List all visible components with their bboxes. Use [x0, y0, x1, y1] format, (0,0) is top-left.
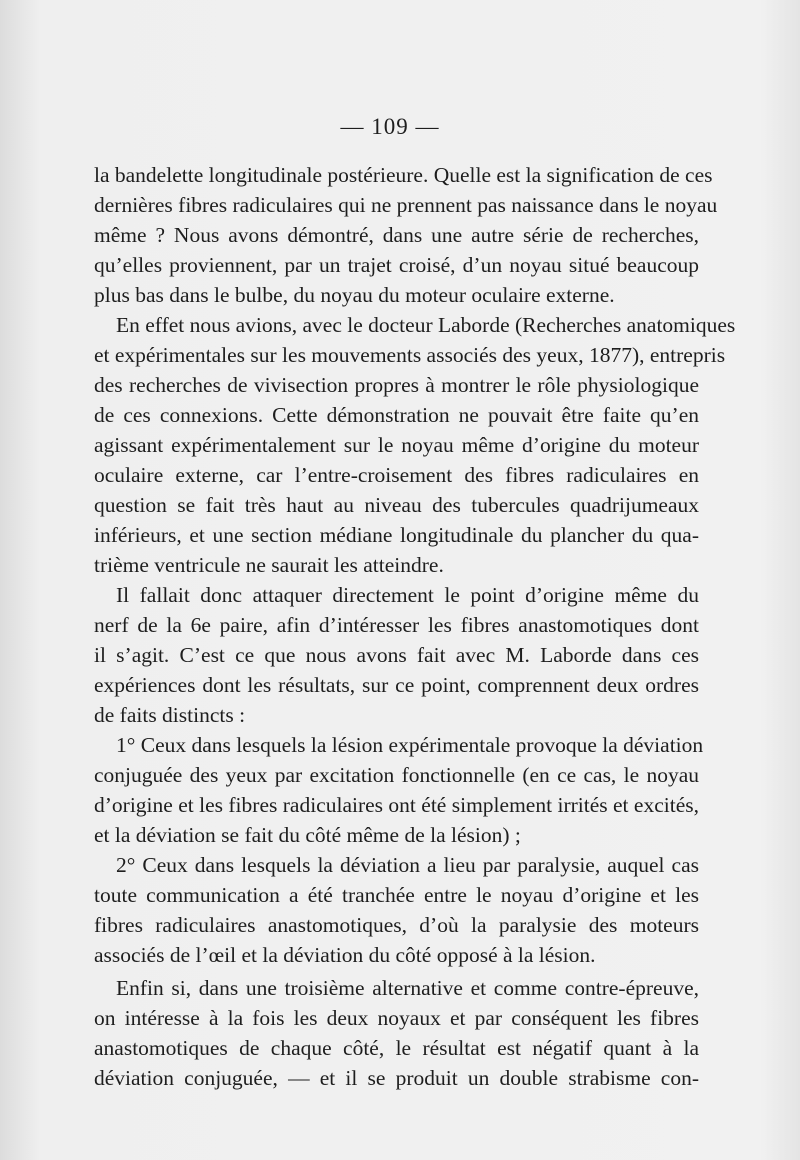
body-text [94, 160, 736, 1093]
text-line: de ces connexions. Cette démonstration ne pouvait être faite qu’en [94, 403, 699, 427]
text-line: Il fallait donc attaquer directement le point d’origine même du [116, 583, 699, 607]
text-line: En effet nous avions, avec le docteur Laborde (Recherches anatomiques [116, 313, 736, 337]
text-line: la bandelette longitudinale postérieure. Quelle est la signification de ces [94, 163, 713, 187]
text-line: inférieurs, et une section médiane longitudinale du plancher du qua- [94, 523, 699, 547]
page-number: — 109 — [340, 114, 440, 139]
text-line: de faits distincts : [94, 703, 246, 727]
text-line: anastomotiques de chaque côté, le résultat est négatif quant à la [94, 1036, 699, 1060]
text-line: et la déviation se fait du côté même de la lésion) ; [94, 823, 521, 847]
text-line: oculaire externe, car l’entre-croisement des fibres radiculaires en [94, 463, 699, 487]
text-line: expériences dont les résultats, sur ce point, comprennent deux ordres [94, 673, 699, 697]
text-line: dernières fibres radiculaires qui ne prennent pas naissance dans le noyau [94, 193, 718, 217]
text-line: il s’agit. C’est ce que nous avons fait avec M. Laborde dans ces [94, 643, 699, 667]
text-line: conjuguée des yeux par excitation fonctionnelle (en ce cas, le noyau [94, 763, 699, 787]
text-line: d’origine et les fibres radiculaires ont été simplement irrités et excités, [94, 793, 699, 817]
text-line: même ? Nous avons démontré, dans une autre série de recherches, [94, 223, 699, 247]
text-line: Enfin si, dans une troisième alternative et comme contre-épreuve, [116, 976, 699, 1000]
text-line: 1° Ceux dans lesquels la lésion expérimentale provoque la déviation [116, 733, 704, 757]
text-line: nerf de la 6e paire, afin d’intéresser les fibres anastomotiques dont [94, 613, 699, 637]
text-line: et expérimentales sur les mouvements associés des yeux, 1877), entrepris [94, 343, 726, 367]
text-line: associés de l’œil et la déviation du côté opposé à la lésion. [94, 943, 596, 967]
text-line: trième ventricule ne saurait les atteindre. [94, 553, 444, 577]
text-line: déviation conjuguée, — et il se produit un double strabisme con- [94, 1066, 699, 1090]
text-line: on intéresse à la fois les deux noyaux et par conséquent les fibres [94, 1006, 699, 1030]
text-line: question se fait très haut au niveau des tubercules quadrijumeaux [94, 493, 699, 517]
text-line: agissant expérimentalement sur le noyau même d’origine du moteur [94, 433, 699, 457]
text-line: toute communication a été tranchée entre le noyau d’origine et les [94, 883, 699, 907]
text-line: fibres radiculaires anastomotiques, d’où la paralysie des moteurs [94, 913, 699, 937]
text-line: plus bas dans le bulbe, du noyau du moteur oculaire externe. [94, 283, 615, 307]
text-line: 2° Ceux dans lesquels la déviation a lieu par paralysie, auquel cas [116, 853, 699, 877]
text-line: qu’elles proviennent, par un trajet croisé, d’un noyau situé beaucoup [94, 253, 699, 277]
text-line: des recherches de vivisection propres à montrer le rôle physiologique [94, 373, 699, 397]
